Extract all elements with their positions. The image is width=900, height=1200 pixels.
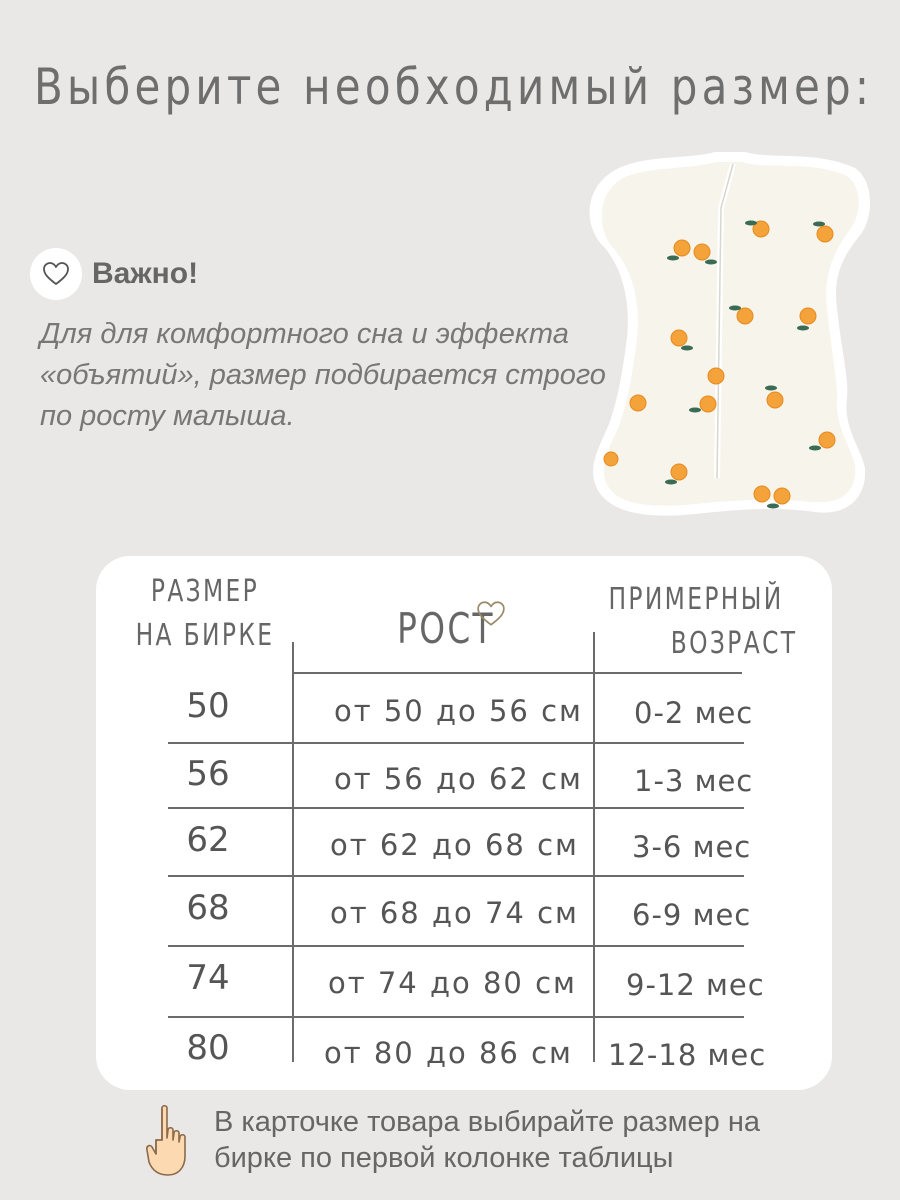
page-title: Выберите необходимый размер: <box>34 58 874 116</box>
row-height: от 50 до 56 см <box>334 694 583 728</box>
pointing-hand-icon <box>146 1104 198 1178</box>
heart-icon <box>476 600 506 628</box>
row-size: 74 <box>186 958 230 998</box>
header-divider <box>292 672 742 674</box>
row-size: 80 <box>186 1028 230 1068</box>
row-size: 50 <box>186 686 230 726</box>
header-age-line2: ВОЗРАСТ <box>670 626 798 661</box>
header-age-line1: ПРИМЕРНЫЙ <box>608 582 784 617</box>
heart-icon <box>30 248 82 300</box>
header-size-line2: НА БИРКЕ <box>135 618 275 653</box>
tip-text: В карточке товара выбирайте размер на бирке по первой колонке таблицы <box>214 1106 760 1174</box>
size-note: Для для комфортного сна и эффекта «объятий», размер подбирается строго по росту малыша. <box>40 318 606 432</box>
row-height: от 74 до 80 см <box>328 966 577 1000</box>
size-table <box>96 556 832 1090</box>
header-size <box>131 570 279 658</box>
row-age: 9-12 мес <box>626 968 765 1002</box>
header-size-line1: РАЗМЕР <box>150 574 260 609</box>
important-block <box>30 248 198 300</box>
header-height-label: РОСТ <box>397 604 495 653</box>
product-image <box>575 148 880 524</box>
header-age <box>587 578 805 666</box>
tip-block <box>146 1104 834 1178</box>
row-divider <box>168 945 744 947</box>
row-age: 12-18 мес <box>608 1038 767 1072</box>
row-age: 1-3 мес <box>634 764 754 798</box>
row-age: 0-2 мес <box>634 696 754 730</box>
row-height: от 80 до 86 см <box>324 1036 573 1070</box>
row-height: от 68 до 74 см <box>330 896 579 930</box>
column-divider <box>292 642 294 1062</box>
row-divider <box>168 807 744 809</box>
important-label: Важно! <box>92 257 199 290</box>
row-divider <box>168 742 744 744</box>
column-divider <box>593 632 595 1062</box>
row-height: от 62 до 68 см <box>330 828 579 862</box>
row-divider <box>168 875 744 877</box>
row-size: 68 <box>186 888 230 928</box>
row-height: от 56 до 62 см <box>334 762 583 796</box>
row-age: 6-9 мес <box>632 898 752 932</box>
row-size: 56 <box>186 754 230 794</box>
row-divider <box>168 1016 744 1018</box>
row-size: 62 <box>186 820 230 860</box>
row-age: 3-6 мес <box>632 830 752 864</box>
